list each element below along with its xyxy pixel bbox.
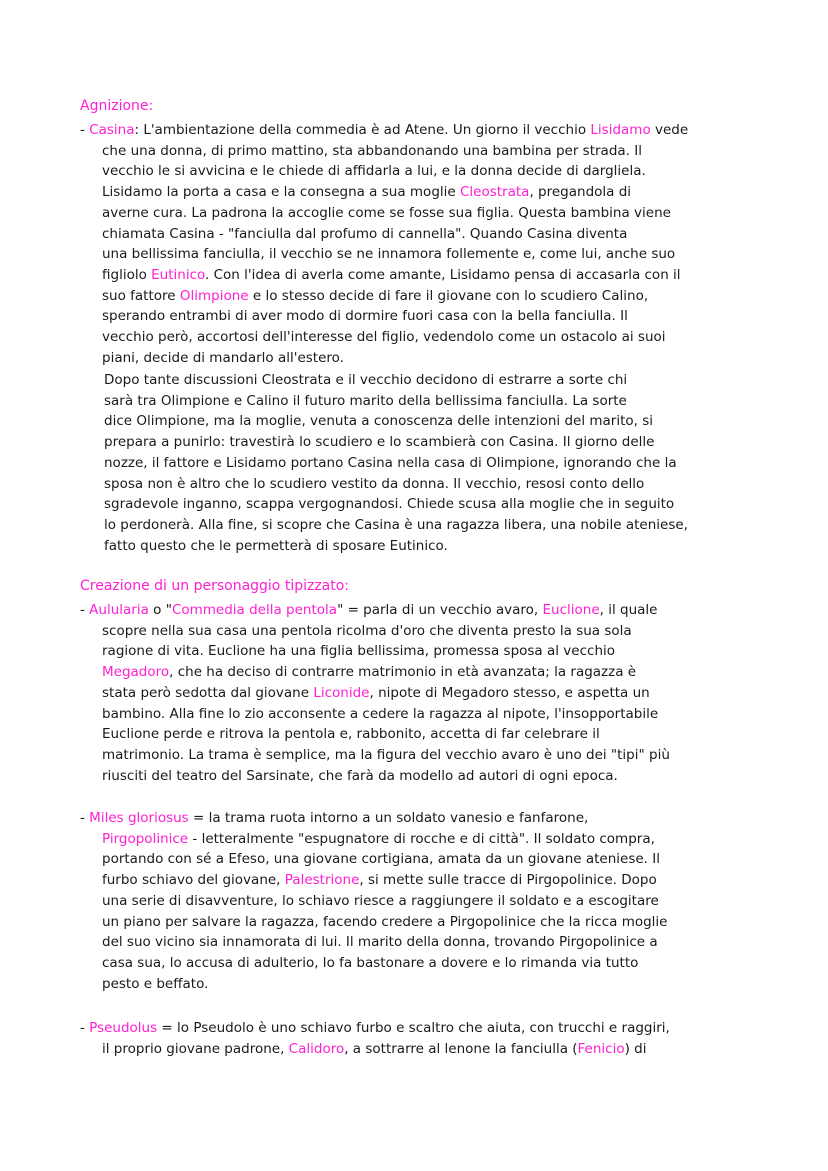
- text-segment: ) di: [624, 1040, 647, 1057]
- text-segment: , si mette sulle tracce di Pirgopolinice. Dopo: [359, 872, 657, 889]
- highlighted-term: Miles gloriosus: [89, 810, 189, 826]
- heading-creazione: Creazione di un personaggio tipizzato:: [80, 578, 350, 594]
- text-segment: Lisidamo la porta a casa e la consegna a sua moglie: [102, 184, 460, 201]
- text-segment: -: [80, 810, 90, 826]
- text-line: [80, 724, 760, 745]
- highlighted-term: Liconide: [313, 684, 370, 701]
- text-line: [80, 870, 760, 891]
- highlighted-term: Commedia della pentola: [171, 602, 338, 618]
- highlighted-term: Fenicio: [577, 1040, 625, 1057]
- text-line: [80, 161, 760, 182]
- paragraph-pseudolus: [80, 1018, 760, 1059]
- text-line: [80, 370, 760, 391]
- text-line: [80, 348, 760, 369]
- text-segment: = lo Pseudolo è uno schiavo furbo e scaltro che aiuta, con trucchi e raggiri,: [157, 1020, 670, 1036]
- text-segment: = la trama ruota intorno a un soldato vanesio e fanfarone,: [188, 810, 589, 826]
- text-segment: un piano per salvare la ragazza, facendo credere a Pirgopolinice che la ricca moglie: [102, 913, 668, 930]
- highlighted-term: Palestrione: [284, 872, 360, 889]
- text-line: [80, 327, 760, 348]
- text-line: [80, 203, 760, 224]
- highlighted-term: Lisidamo: [590, 122, 651, 138]
- text-segment: bambino. Alla fine lo zio acconsente a cedere la ragazza al nipote, l'insopportabile: [102, 705, 659, 722]
- text-line: [80, 432, 760, 453]
- text-line: [80, 829, 760, 850]
- text-line: [80, 1018, 760, 1039]
- text-segment: stata però sedotta dal giovane: [102, 684, 314, 701]
- text-line: [80, 265, 760, 286]
- highlighted-term: Eutinico: [151, 266, 206, 283]
- text-segment: una serie di disavventure, lo schiavo riesce a raggiungere il soldato e a escogitare: [102, 892, 659, 909]
- text-segment: vecchio le si avvicina e le chiede di affidarla a lui, e la donna decide di dargliela.: [102, 163, 646, 180]
- text-line: [80, 621, 760, 642]
- text-segment: pesto e beffato.: [102, 975, 209, 992]
- text-line: [80, 600, 760, 621]
- text-segment: casa sua, lo accusa di adulterio, lo fa bastonare a dovere e lo rimanda via tutto: [102, 954, 639, 971]
- text-line: [80, 974, 760, 995]
- text-segment: sperando entrambi di aver modo di dormire fuori casa con la bella fanciulla. Il: [102, 308, 628, 325]
- text-line: [80, 474, 760, 495]
- text-segment: , nipote di Megadoro stesso, e aspetta un: [369, 684, 650, 701]
- highlighted-term: Pseudolus: [89, 1020, 158, 1036]
- text-line: [80, 745, 760, 766]
- paragraph-casina: [80, 120, 760, 368]
- text-segment: del suo vicino sia innamorata di lui. Il marito della donna, trovando Pirgopolinice a: [102, 934, 658, 951]
- paragraph-miles-gloriosus: [80, 808, 760, 994]
- text-segment: lo perdonerà. Alla fine, si scopre che Casina è una ragazza libera, una nobile ateniese,: [104, 516, 688, 533]
- text-segment: ragione di vita. Euclione ha una figlia bellissima, promessa sposa al vecchio: [102, 643, 616, 660]
- text-segment: vede: [650, 122, 689, 138]
- text-segment: : L'ambientazione della commedia è ad Atene. Un giorno il vecchio: [134, 122, 591, 138]
- text-line: [80, 953, 760, 974]
- text-segment: -: [80, 602, 90, 618]
- text-segment: nozze, il fattore e Lisidamo portano Casina nella casa di Olimpione, ignorando che la: [104, 454, 677, 471]
- text-line: [80, 244, 760, 265]
- text-segment: prepara a punirlo: travestirà lo scudiero e lo scambierà con Casina. Il giorno delle: [104, 434, 655, 451]
- text-segment: vecchio però, accortosi dell'interesse del figlio, vedendolo come un ostacolo ai suoi: [102, 329, 666, 346]
- text-segment: sposa non è altro che lo scudiero vestito da donna. Il vecchio, resosi conto dello: [104, 475, 645, 492]
- text-line: [80, 849, 760, 870]
- text-line: [80, 808, 760, 829]
- text-line: [80, 182, 760, 203]
- text-segment: averne cura. La padrona la accoglie come se fosse sua figlia. Questa bambina viene: [102, 204, 671, 221]
- text-segment: il proprio giovane padrone,: [102, 1040, 289, 1057]
- text-segment: . Con l'idea di averla come amante, Lisidamo pensa di accasarla con il: [205, 266, 681, 283]
- text-line: [80, 306, 760, 327]
- text-segment: , che ha deciso di contrarre matrimonio in età avanzata; la ragazza è: [169, 664, 637, 681]
- text-line: [80, 286, 760, 307]
- text-line: [80, 515, 760, 536]
- text-line: [80, 391, 760, 412]
- text-line: [80, 453, 760, 474]
- text-segment: figliolo: [102, 266, 152, 283]
- text-segment: - letteralmente "espugnatore di rocche e di città". Il soldato compra,: [188, 830, 655, 847]
- text-line: [80, 224, 760, 245]
- text-segment: che una donna, di primo mattino, sta abbandonando una bambina per strada. Il: [102, 142, 642, 159]
- highlighted-term: Casina: [89, 122, 135, 138]
- text-segment: fatto questo che le permetterà di sposare Eutinico.: [104, 537, 448, 554]
- text-segment: suo fattore: [102, 287, 180, 304]
- text-line: [80, 766, 760, 787]
- text-line: [80, 912, 760, 933]
- text-line: [80, 891, 760, 912]
- text-line: [80, 932, 760, 953]
- text-line: [80, 536, 760, 557]
- text-segment: , pregandola di: [529, 184, 632, 201]
- highlighted-term: Calidoro: [288, 1040, 345, 1057]
- text-segment: " = parla di un vecchio avaro,: [337, 602, 543, 618]
- text-segment: portando con sé a Efeso, una giovane cortigiana, amata da un giovane ateniese. Il: [102, 851, 660, 868]
- text-segment: sarà tra Olimpione e Calino il futuro marito della bellissima fanciulla. La sorte: [104, 392, 627, 409]
- text-segment: -: [80, 122, 90, 138]
- text-line: [80, 120, 760, 141]
- text-segment: dice Olimpione, ma la moglie, venuta a conoscenza delle intenzioni del marito, si: [104, 413, 654, 430]
- text-segment: Euclione perde e ritrova la pentola e, rabbonito, accetta di far celebrare il: [102, 726, 600, 743]
- text-segment: riusciti del teatro del Sarsinate, che farà da modello ad autori di ogni epoca.: [102, 767, 618, 784]
- text-line: [80, 641, 760, 662]
- text-segment: o ": [148, 602, 172, 618]
- text-line: [80, 683, 760, 704]
- text-line: [80, 494, 760, 515]
- text-segment: -: [80, 1020, 90, 1036]
- highlighted-term: Olimpione: [179, 287, 249, 304]
- text-segment: Dopo tante discussioni Cleostrata e il vecchio decidono di estrarre a sorte chi: [104, 372, 628, 388]
- text-line: [80, 662, 760, 683]
- text-line: [80, 704, 760, 725]
- text-segment: piani, decide di mandarlo all'estero.: [102, 349, 344, 366]
- text-segment: sgradevole inganno, scappa vergognandosi. Chiede scusa alla moglie che in seguito: [104, 496, 675, 513]
- text-segment: e lo stesso decide di fare il giovane con lo scudiero Calino,: [248, 287, 649, 304]
- highlighted-term: Cleostrata: [459, 184, 530, 201]
- heading-agnizione: Agnizione:: [80, 98, 154, 114]
- highlighted-term: Megadoro: [102, 664, 170, 681]
- highlighted-term: Aulularia: [89, 602, 149, 618]
- text-line: [80, 1039, 760, 1060]
- paragraph-casina-continued: [80, 370, 760, 556]
- text-line: [80, 141, 760, 162]
- highlighted-term: Euclione: [542, 602, 600, 618]
- highlighted-term: Pirgopolinice: [102, 830, 189, 847]
- text-segment: furbo schiavo del giovane,: [102, 872, 285, 889]
- text-line: [80, 411, 760, 432]
- text-segment: scopre nella sua casa una pentola ricolma d'oro che diventa presto la sua sola: [102, 622, 632, 639]
- text-segment: , il quale: [599, 602, 658, 618]
- paragraph-aulularia: [80, 600, 760, 786]
- text-segment: una bellissima fanciulla, il vecchio se ne innamora follemente e, come lui, anche suo: [102, 246, 676, 263]
- text-segment: chiamata Casina - "fanciulla dal profumo di cannella". Quando Casina diventa: [102, 225, 628, 242]
- text-segment: , a sottrarre al lenone la fanciulla (: [344, 1040, 578, 1057]
- text-segment: matrimonio. La trama è semplice, ma la figura del vecchio avaro è uno dei "tipi" più: [102, 746, 670, 763]
